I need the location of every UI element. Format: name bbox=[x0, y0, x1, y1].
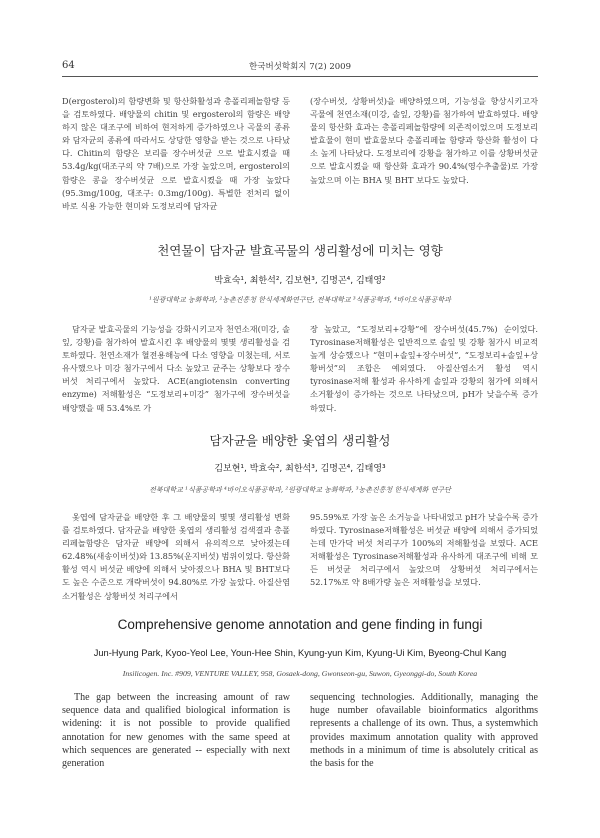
section1-right-text: 장 높았고, “도정보리+강황”에 장수버섯(45.7%) 순이었다. Tyrosinase저해활성은 일반적으로 솔잎 및 강황 첨가시 비교적 높게 상승했으나 “현미+솔잎+장수버섯”, “도정보리+솔잎+상황버섯”의 조합은 예외였다. 아질산염소거 활성 역시 tyrosinase저해 활성과 유사하게 솔잎과 강황의 첨가에 의해서 소거활성이 증가하는 것으로 나타났으며, pH가 낮을수록 증가하였다. bbox=[310, 324, 538, 413]
section3-left-column bbox=[62, 691, 290, 770]
top-left-text: D(ergosterol)의 함량변화 및 항산화활성과 총폴리페놀함량 등을 검토하였다. 배양물의 chitin 및 ergosterol의 함량은 배양하지 않은 대조구에 비하여 현저하게 증가하였으나 곡물의 종류와 담자균의 종류에 따라서도 상당한 영향을 받는 것으로 나타났다. Chitin의 함량은 보리를 장수버섯균 으로 발효시켰을 때 53.4g/kg(대조구의 약 7배)으로 가장 높았으며, ergosterol의 함량은 콩을 장수버섯균 으로 발효시켰을 때 가장 높았다(95.3mg/100g, 대조구: 0.3mg/100g). 특별한 전처리 없이 바로 식용 가능한 현미와 도정보리에 담자균 bbox=[62, 96, 290, 211]
top-right-column bbox=[310, 95, 538, 187]
section1-title: 천연물이 담자균 발효곡물의 생리활성에 미치는 영향 bbox=[157, 243, 443, 258]
top-left-column bbox=[62, 95, 290, 213]
section1-right-column bbox=[310, 323, 538, 415]
section2-authors: 김보현¹, 박효숙², 최한석³, 김명곤⁴, 김태영³ bbox=[214, 464, 386, 474]
section3-left-text: The gap between the increasing amount of raw sequence data and qualified biological information is widening: it is not possible to provide qualified annotation for new genomes with the same speed at which sequences are generated -- especially with next generation bbox=[62, 692, 290, 770]
header-rule bbox=[62, 76, 538, 77]
section2-affiliations: 전북대학교 ¹식품공학과 ⁴바이오식품공학과, ²원광대학교 농화학과, ³농촌진흥청 한식세계화 연구단 bbox=[149, 486, 451, 494]
section2-right-text: 95.59%로 가장 높은 소거능을 나타내었고 pH가 낮을수록 증가하였다. Tyrosinase저해활성은 버섯균 배양에 의해서 증가되었는데 만가닥 버섯 처리구가 100%의 저해활성을 보였다. ACE 저해활성은 Tyrosinase저해활성과 유사하게 대조구에 비해 모든 버섯균 처리구에서 높았으며 상황버섯 처리구에서는 52.17%로 약 8배가량 높은 저해활성을 보였다. bbox=[310, 512, 538, 588]
section2-title: 담자균을 배양한 옻엽의 생리활성 bbox=[209, 433, 391, 448]
page-number: 64 bbox=[62, 60, 75, 71]
section1-affiliations: ¹원광대학교 농화학과, ²농촌진흥청 한식세계화연구단, 전북대학교 ³식품공학과, ⁴바이오식품공학과 bbox=[149, 296, 451, 304]
journal-header: 한국버섯학회지 7(2) 2009 bbox=[249, 62, 351, 72]
section1-left-text: 담자균 발효곡물의 기능성을 강화시키고자 천연소재(미강, 솔잎, 강황)를 첨가하여 발효시킨 후 배양물의 몇몇 생리활성을 검토하였다. 천연소재가 혈전용해능에 다소 영향을 미쳤는데, 서로 유사했으나 미강 첨가구에서 다소 높았고 균주는 상황보다 장수버섯 처리구에서 높았다. ACE(angiotensin converting enzyme) 저해활성은 “도정보리+미강” 첨가구에 장수버섯을 배양했을 때 53.4%로 가 bbox=[62, 324, 290, 413]
section3-right-column bbox=[310, 691, 538, 770]
section3-right-text: sequencing technologies. Additionally, managing the huge number ofavailable bioinformatics algorithms represents a challenge of its own. Thus, a systemwhich provides maximum annotation quality with approved methods in a minimum of time is absolutely critical as the basis for the bbox=[310, 692, 538, 770]
section3-title: Comprehensive genome annotation and gene finding in fungi bbox=[117, 617, 483, 632]
section2-left-column bbox=[62, 511, 290, 603]
section3-authors: Jun-Hyung Park, Kyoo-Yeol Lee, Youn-Hee Shin, Kyung-yun Kim, Kyung-Ui Kim, Byeong-Chul Kang bbox=[93, 648, 507, 658]
section1-left-column bbox=[62, 323, 290, 415]
section3-affiliation: Insilicogen. Inc. #909, VENTURE VALLEY, 958, Gosaek-dong, Gwonseon-gu, Suwon, Gyeonggi-do, South Korea bbox=[122, 669, 478, 678]
section2-left-text: 옻엽에 담자균을 배양한 후 그 배양물의 몇몇 생리활성 변화를 검토하였다. 담자균을 배양한 옻엽의 생리활성 검색결과 총폴리페놀함량은 담자균 배양에 의해서 유의적으로 낮아졌는데 62.48%(새송이버섯)와 13.85%(운지버섯) 범위이었다. 항산화활성 역시 버섯균 배양에 의해서 낮아졌으나 BHA 및 BHT보다도 높은 수준으로 개략버섯이 94.80%로 가장 높았다. 아질산염 소거활성은 상황버섯 처리구에서 bbox=[62, 512, 290, 601]
section2-right-column bbox=[310, 511, 538, 590]
section1-authors: 박효숙¹, 최한석², 김보현³, 김명곤⁴, 김태영² bbox=[214, 276, 386, 286]
top-right-text: (장수버섯, 상황버섯)을 배양하였으며, 기능성을 향상시키고자 곡물에 천연소재(미강, 솔잎, 강황)를 첨가하여 발효하였다. 배양물의 항산화 효과는 총폴리페놀함량에 의존적이었으며 도정보리 발효물이 현미 발효물보다 총폴리페놀 함량과 항산화 활성이 다소 높게 나타났다. 도정보리에 강황을 첨가하고 이를 상황버섯균으로 발효시켰을 때 항산화 효과가 90.4%(영수추출물)로 가장 높았으며 이는 BHA 및 BHT 보다도 높았다. bbox=[310, 96, 538, 185]
